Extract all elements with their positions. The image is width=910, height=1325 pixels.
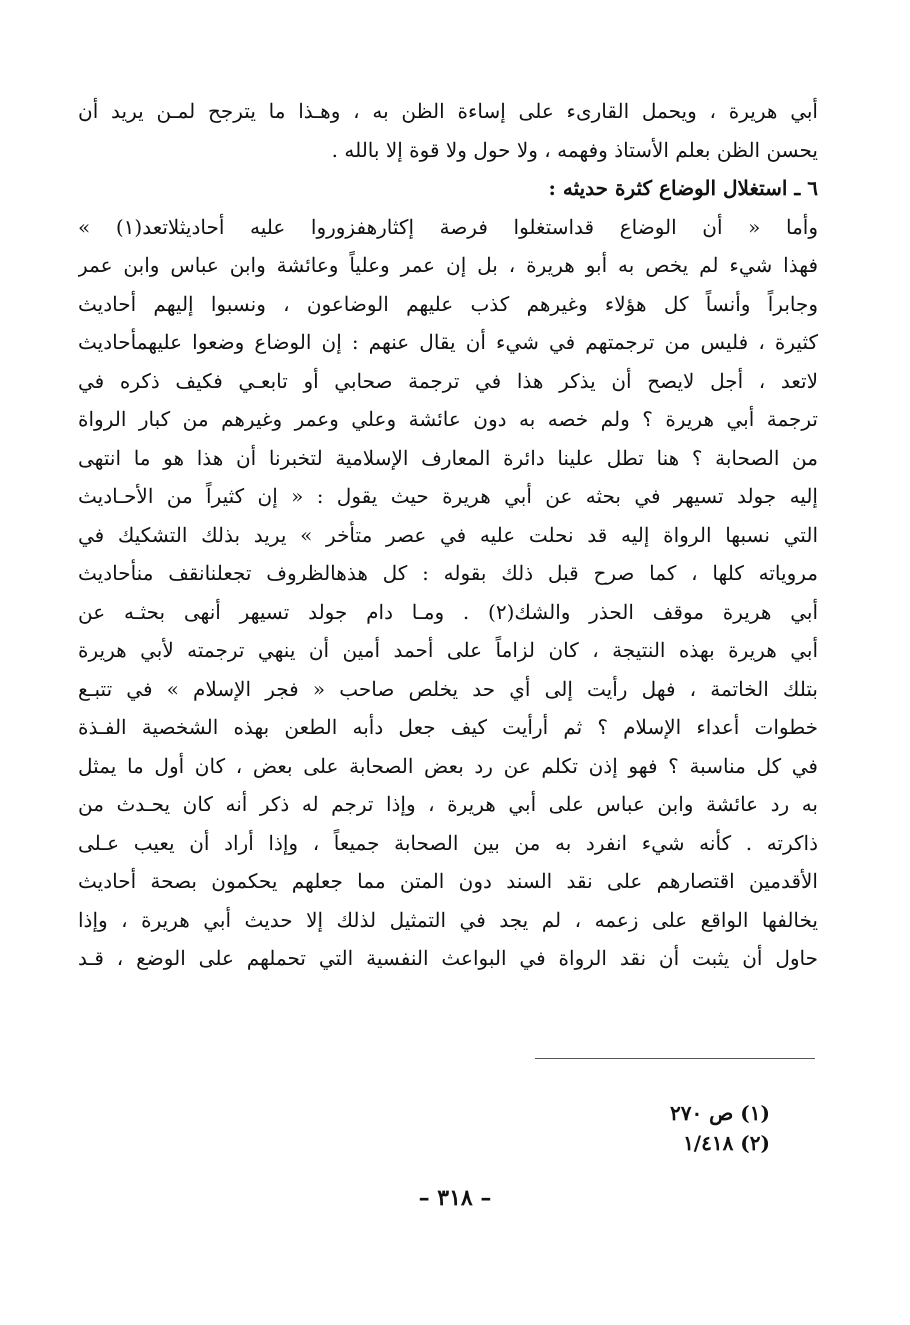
page-number: – ٣١٨ –	[418, 1185, 492, 1211]
footnote-2: (٢) ١/٤١٨	[683, 1131, 770, 1155]
text-line: من الصحابة ؟ هنا تطل علينا دائرة المعارف الإسلامية لتخبرنا أن هذا هو ما انتهى	[78, 445, 818, 470]
text-line: إليه جولد تسيهر في بحثه عن أبي هريرة حيث يقول : « إن كثيراً من الأحـاديث	[78, 484, 818, 508]
text-line: لاتعد ، أجل لايصح أن يذكر هذا في ترجمة صحابي أو تابعـي فكيف ذكره في	[78, 368, 818, 393]
text-line: بتلك الخاتمة ، فهل رأيت إلى أي حد يخلص صاحب « فجر الإسلام » في تتبـع	[78, 676, 818, 701]
footnote-1: (١) ص ٢٧٠	[669, 1101, 770, 1125]
text-line: أبي هريرة موقف الحذر والشك(٢) . ومـا دام جولد تسيهر أنهى بحثـه عن	[78, 599, 818, 624]
text-line: خطوات أعداء الإسلام ؟ ثم أرأيت كيف جعل دأبه الطعن بهذه الشخصية الفـذة	[78, 715, 818, 739]
footnotes	[670, 1098, 770, 1158]
text-line: ترجمة أبي هريرة ؟ ولم خصه به دون عائشة وعلي وعمر وغيرهم من كبار الرواة	[78, 407, 818, 431]
text-line: مروياته كلها ، كما صرح قبل ذلك بقوله : كل هذهالظروف تجعلنانقف منأحاديث	[78, 561, 818, 585]
text-line: حاول أن يثبت أن نقد الرواة في البواعث النفسية التي تحملهم على الوضع ، قـد	[78, 946, 818, 970]
text-line: ذاكرته . كأنه شيء انفرد به من بين الصحابة جميعاً ، وإذا أراد أن يعيب عـلى	[78, 830, 818, 855]
text-line: أبي هريرة بهذه النتيجة ، كان لزاماً على أحمد أمين أن ينهي ترجمته لأبي هريرة	[78, 638, 818, 662]
text-line: التي نسبها الرواة إليه قد نحلت عليه في عصر متأخر » يريد بذلك التشكيك في	[78, 522, 818, 547]
text-line: وأما « أن الوضاع قداستغلوا فرصة إكثارهفزوروا عليه أحاديثلاتعد(١) »	[78, 214, 818, 239]
text-line: وجابراً وأنساً كل هؤلاء وغيرهم كذب عليهم الوضاعون ، ونسبوا إليهم أحاديث	[78, 291, 818, 316]
main-text	[78, 92, 818, 978]
text-line: به رد عائشة وابن عباس على أبي هريرة ، وإذا ترجم له ذكر أنه كان يحـدث من	[78, 792, 818, 816]
text-line: أبي هريرة ، ويحمل القارىء على إساءة الظن به ، وهـذا ما يترجح لمـن يريد أن	[78, 99, 818, 123]
text-line: يخالفها الواقع على زعمه ، لم يجد في التمثيل لذلك إلا حديث أبي هريرة ، وإذا	[78, 907, 818, 932]
footnote-divider	[535, 1058, 815, 1059]
text-line: يحسن الظن بعلم الأستاذ وفهمه ، ولا حول ولا قوة إلا بالله .	[331, 137, 818, 162]
section-heading: ٦ ـ استغلال الوضاع كثرة حديثه :	[548, 176, 818, 200]
text-line: كثيرة ، فليس من ترجمتهم في شيء أن يقال عنهم : إن الوضاع وضعوا عليهمأحاديث	[78, 330, 818, 354]
text-line: فهذا شيء لم يخص به أبو هريرة ، بل إن عمر وعلياً وعائشة وابن عباس وابن عمر	[78, 253, 818, 277]
text-line: الأقدمين اقتصارهم على نقد السند دون المتن مما جعلهم يحكمون بصحة أحاديث	[78, 869, 818, 893]
text-line: في كل مناسبة ؟ فهو إذن تكلم عن رد بعض الصحابة على بعض ، كان أول ما يمثل	[78, 753, 818, 778]
